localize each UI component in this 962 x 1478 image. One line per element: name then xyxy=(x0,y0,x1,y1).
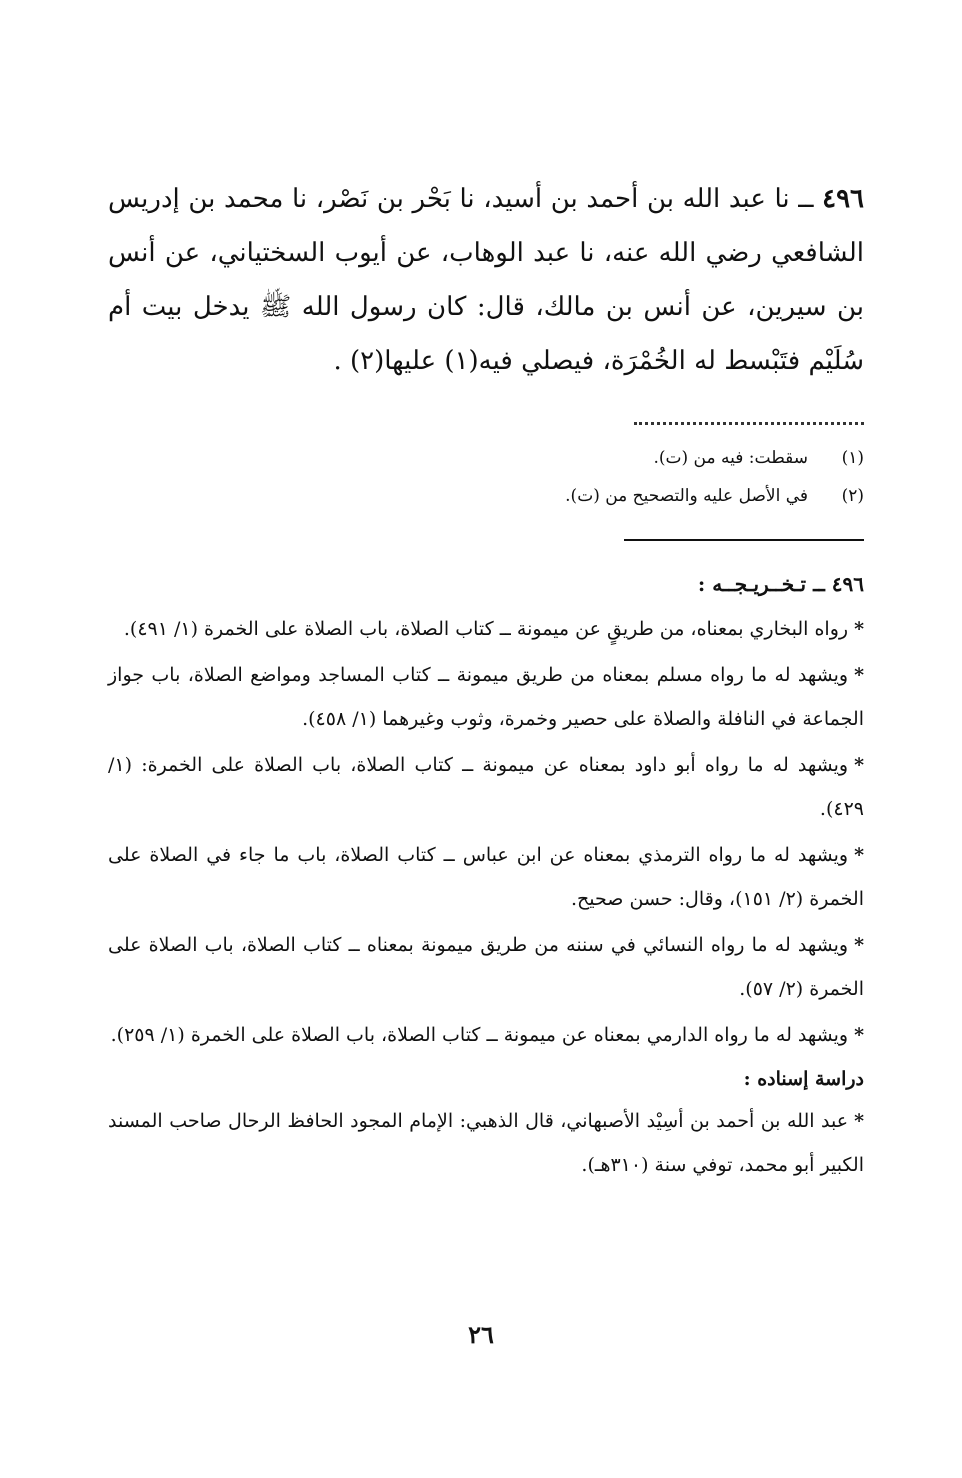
hadith-text: ــ نا عبد الله بن أحمد بن أسيد، نا بَحْر بن نَصْر، نا محمد بن إدريس الشافعي رضي الله عنه، نا عبد الوهاب، عن أيوب السختياني، عن أنس بن سيرين، عن أنس بن مالك، قال: كان رسول الله ﷺ يدخل بيت أم سُلَيْم فتَبْسط له الخُمْرَة، فيصلي فيه(١) عليها(٢) . xyxy=(108,184,864,376)
takhrij-item xyxy=(108,923,864,1011)
footnote-text: في الأصل عليه والتصحيح من (ت). xyxy=(565,486,808,506)
bullet-star-icon: * xyxy=(854,754,864,776)
takhrij-item xyxy=(108,653,864,741)
bullet-star-icon: * xyxy=(854,934,864,956)
takhrij-item-text: ويشهد له ما رواه الترمذي بمعناه عن ابن عباس ــ كتاب الصلاة، باب ما جاء في الصلاة على الخمرة (٢/ ١٥١)، وقال: حسن صحيح. xyxy=(108,844,864,910)
footnote-text: سقطت: فيه من (ت). xyxy=(653,448,808,468)
hadith-number: ٤٩٦ xyxy=(822,184,865,214)
takhrij-item-text: ويشهد له ما رواه الدارمي بمعناه عن ميمونة ــ كتاب الصلاة، باب الصلاة على الخمرة (١/ ٢٥٩). xyxy=(110,1024,849,1046)
takhrij-heading: ٤٩٦ ــ تـخــريـجــه : xyxy=(697,572,864,596)
footnote-item xyxy=(108,445,864,471)
isnad-heading: دراسة إسناده : xyxy=(743,1068,864,1090)
section-separator-line xyxy=(624,539,864,541)
footnote-number: (٢) xyxy=(841,486,864,506)
isnad-item xyxy=(108,1099,864,1187)
takhrij-item xyxy=(108,1013,864,1057)
bullet-star-icon: * xyxy=(854,1024,864,1046)
footnote-separator-dots xyxy=(634,402,864,425)
takhrij-list xyxy=(108,607,864,1187)
footnote-number: (١) xyxy=(841,448,864,468)
takhrij-item xyxy=(108,607,864,651)
takhrij-item xyxy=(108,743,864,831)
footnote-item xyxy=(108,483,864,509)
bullet-star-icon: * xyxy=(854,844,864,866)
bullet-star-icon: * xyxy=(854,618,864,640)
takhrij-item-text: ويشهد له ما رواه مسلم بمعناه من طريق ميمونة ــ كتاب المساجد ومواضع الصلاة، باب جواز الجماعة في النافلة والصلاة على حصير وخمرة، وثوب وغيرهما (١/ ٤٥٨). xyxy=(108,664,864,730)
page-body xyxy=(108,172,864,1189)
takhrij-item-text: رواه البخاري بمعناه، من طريقٍ عن ميمونة ــ كتاب الصلاة، باب الصلاة على الخمرة (١/ ٤٩١). xyxy=(123,618,849,640)
footnotes xyxy=(108,445,864,509)
bullet-star-icon: * xyxy=(854,664,864,686)
takhrij-item-text: ويشهد له ما رواه النسائي في سننه من طريق ميمونة بمعناه ــ كتاب الصلاة، باب الصلاة على الخمرة (٢/ ٥٧). xyxy=(108,934,864,1000)
takhrij-item-text: ويشهد له ما رواه أبو داود بمعناه عن ميمونة ــ كتاب الصلاة، باب الصلاة على الخمرة: (١/ ٤٢٩). xyxy=(108,754,864,820)
hadith-text-block xyxy=(108,172,864,388)
bullet-star-icon: * xyxy=(854,1110,864,1132)
takhrij-item xyxy=(108,833,864,921)
isnad-item-text: عبد الله بن أحمد بن أسِيْد الأصبهاني، قال الذهبي: الإمام المجود الحافظ الرحال صاحب المسند الكبير أبو محمد، توفي سنة (٣١٠هـ). xyxy=(108,1110,864,1176)
page-number: ٢٦ xyxy=(468,1320,494,1349)
